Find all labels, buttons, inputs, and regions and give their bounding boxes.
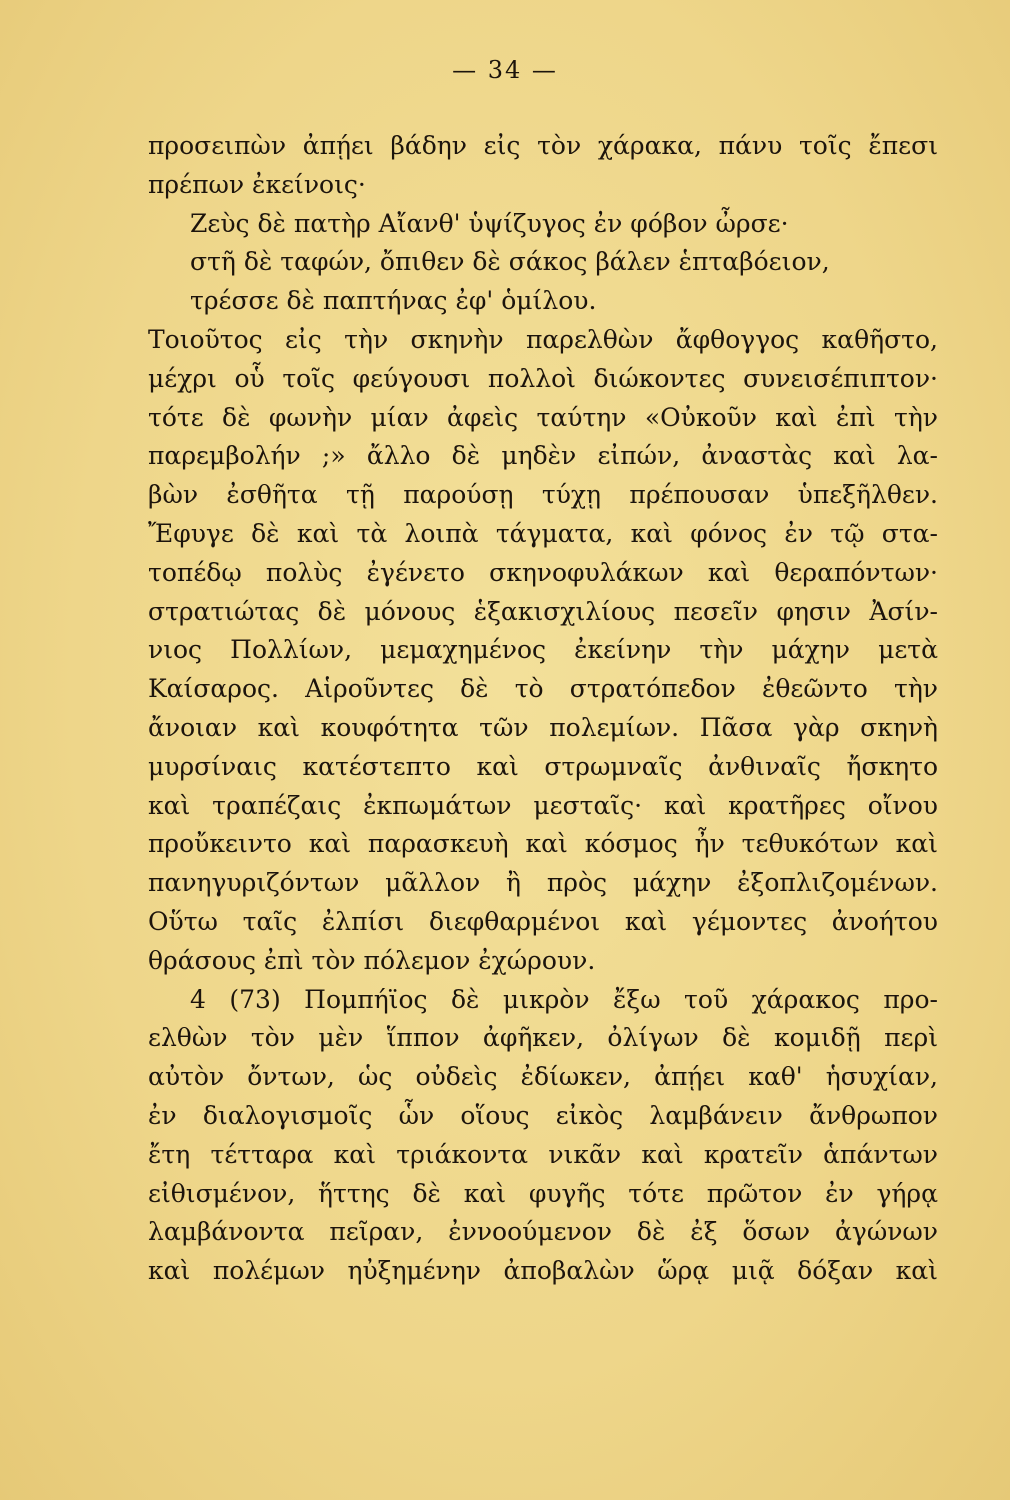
text-line: στρατιώτας δὲ μόνους ἑξακισχιλίους πεσεῖν φησιν Ἀσίν- (148, 596, 938, 626)
text-line: ελθὼν τὸν μὲν ἵππον ἀφῆκεν, ὀλίγων δὲ κομιδῇ περὶ (148, 1023, 938, 1053)
text-line: εἰθισμένον, ἥττης δὲ καὶ φυγῆς τότε πρῶτον ἐν γήρᾳ (148, 1178, 938, 1208)
text-line: στῆ δὲ ταφών, ὄπιθεν δὲ σάκος βάλεν ἑπταβόειον, (190, 247, 830, 277)
text-line: λαμβάνοντα πεῖραν, ἐννοούμενον δὲ ἐξ ὅσων ἀγώνων (148, 1217, 938, 1247)
text-line: Ζεὺς δὲ πατὴρ Αἴανθ' ὑψίζυγος ἐν φόβον ὦρσε· (190, 208, 789, 238)
text-line: καὶ πολέμων ηὐξημένην ἀποβαλὼν ὥρᾳ μιᾷ δόξαν καὶ (148, 1256, 938, 1286)
text-line: αὐτὸν ὄντων, ὡς οὐδεὶς ἐδίωκεν, ἀπῄει καθ' ἡσυχίαν, (148, 1062, 938, 1092)
text-line: βὼν ἐσθῆτα τῇ παρούσῃ τύχῃ πρέπουσαν ὑπεξῆλθεν. (148, 480, 938, 510)
text-line: ἔτη τέτταρα καὶ τριάκοντα νικᾶν καὶ κρατεῖν ἁπάντων (148, 1139, 938, 1169)
text-line: Ἔφυγε δὲ καὶ τὰ λοιπὰ τάγματα, καὶ φόνος ἐν τῷ στα- (148, 518, 938, 548)
text-line: τότε δὲ φωνὴν μίαν ἀφεὶς ταύτην «Οὐκοῦν καὶ ἐπὶ τὴν (148, 402, 938, 432)
text-line: μέχρι οὗ τοῖς φεύγουσι πολλοὶ διώκοντες συνεισέπιπτον· (148, 363, 938, 393)
text-line: νιος Πολλίων, μεμαχημένος ἐκείνην τὴν μάχην μετὰ (148, 635, 938, 665)
text-line: 4 (73) Πομπήϊος δὲ μικρὸν ἔξω τοῦ χάρακος προ- (190, 984, 938, 1014)
text-line: Καίσαρος. Αἱροῦντες δὲ τὸ στρατόπεδον ἐθεῶντο τὴν (148, 674, 938, 704)
text-line: μυρσίναις κατέστεπτο καὶ στρωμναῖς ἀνθιναῖς ἤσκητο (148, 751, 938, 781)
text-line: καὶ τραπέζαις ἐκπωμάτων μεσταῖς· καὶ κρατῆρες οἴνου (148, 790, 938, 820)
page-number: — 34 — (452, 56, 558, 84)
text-line: παρεμβολήν ;» ἄλλο δὲ μηδὲν εἰπών, ἀναστὰς καὶ λα- (148, 441, 938, 471)
body-text (148, 127, 938, 1291)
text-line: προὔκειντο καὶ παρασκευὴ καὶ κόσμος ἦν τεθυκότων καὶ (148, 829, 938, 859)
text-line: θράσους ἐπὶ τὸν πόλεμον ἐχώρουν. (148, 945, 596, 975)
text-line: τοπέδῳ πολὺς ἐγένετο σκηνοφυλάκων καὶ θεραπόντων· (148, 557, 938, 587)
text-line: Οὕτω ταῖς ἐλπίσι διεφθαρμένοι καὶ γέμοντες ἀνοήτου (148, 906, 938, 936)
text-line: πανηγυριζόντων μᾶλλον ἢ πρὸς μάχην ἐξοπλιζομένων. (148, 868, 938, 898)
text-line: ἄνοιαν καὶ κουφότητα τῶν πολεμίων. Πᾶσα γὰρ σκηνὴ (148, 712, 938, 742)
text-line: τρέσσε δὲ παπτήνας ἐφ' ὁμίλου. (190, 286, 597, 316)
text-line: ἐν διαλογισμοῖς ὧν οἵους εἰκὸς λαμβάνειν ἄνθρωπον (148, 1100, 938, 1130)
text-line: πρέπων ἐκείνοις· (148, 169, 366, 199)
text-line: προσειπὼν ἀπῄει βάδην εἰς τὸν χάρακα, πάνυ τοῖς ἔπεσι (148, 131, 938, 160)
text-line: Τοιοῦτος εἰς τὴν σκηνὴν παρελθὼν ἄφθογγος καθῆστο, (148, 324, 938, 354)
